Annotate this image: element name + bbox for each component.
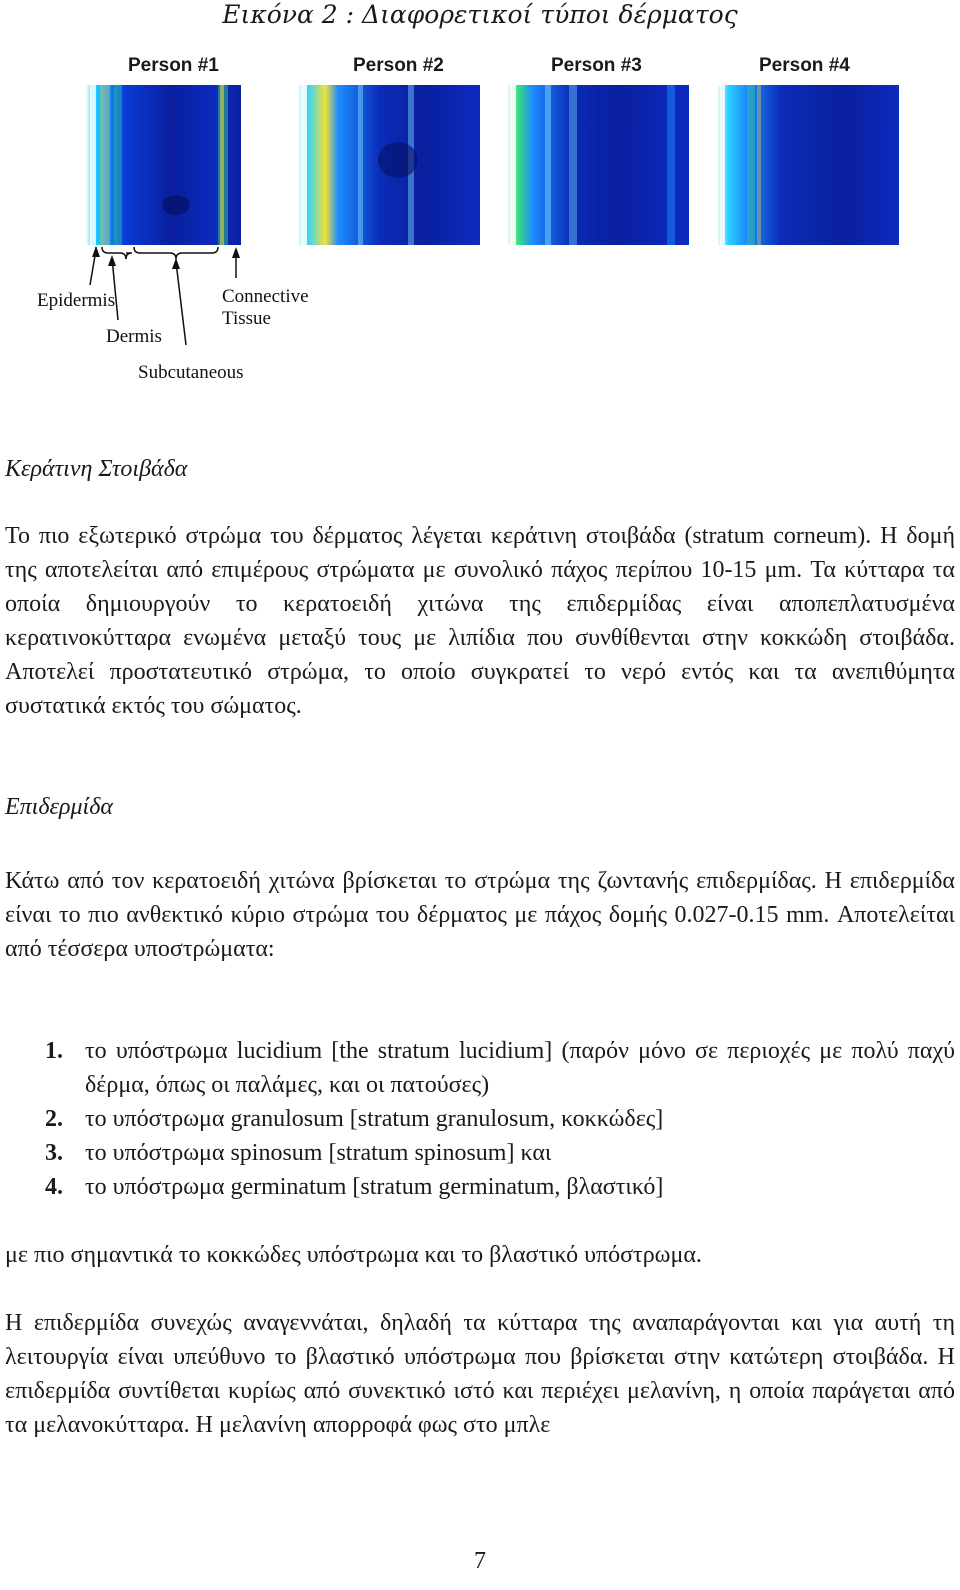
list-item — [45, 1136, 955, 1170]
paragraph-epidermis: Κάτω από τον κερατοειδή χιτώνα βρίσκεται το στρώμα της ζωντανής επιδερμίδας. Η επιδερμίδα είναι το πιο ανθεκτικό κύριο στρώμα του δέρματος με πάχος δομής 0.027-0.15 mm. Αποτελείται από τέσσερα υποστρώματα: — [5, 868, 955, 962]
list-number: 4. — [45, 1174, 63, 1200]
list-item — [45, 1170, 955, 1204]
paragraph-regeneration: Η επιδερμίδα συνεχώς αναγεννάται, δηλαδή τα κύτταρα της αναπαράγονται και για αυτή τη λειτουργία είναι υπεύθυνο το βλαστικό υπόστρωμα που βρίσκεται στην κατώτερη στοιβάδα. Η επιδερμίδα συντίθεται κυρίως από συνεκτικό ιστό και περιέχει μελανίνη, η οποία παράγεται από τα μελανοκύτταρα. Η μελανίνη απορροφά φως στο μπλε — [5, 1310, 955, 1438]
connective-tissue-label — [222, 286, 309, 330]
paragraph-important-layers: με πιο σημαντικά το κοκκώδες υπόστρωμα και το βλαστικό υπόστρωμα. — [5, 1242, 702, 1268]
page-number: 7 — [474, 1548, 486, 1574]
sublayers-list — [45, 1034, 955, 1204]
person-4-label: Person #4 — [759, 55, 850, 76]
list-number: 2. — [45, 1106, 63, 1132]
dermis-label: Dermis — [106, 326, 162, 347]
list-item-text: το υπόστρωμα spinosum [stratum spinosum] και — [85, 1140, 552, 1166]
epidermis-label: Epidermis — [37, 290, 116, 311]
connective-label-line1: Connective — [222, 286, 309, 307]
list-item-text: το υπόστρωμα granulosum [stratum granulosum, κοκκώδες] — [85, 1106, 664, 1132]
list-item-text: το υπόστρωμα germinatum [stratum germinatum, βλαστικό] — [85, 1174, 664, 1200]
person-2-label: Person #2 — [353, 55, 444, 76]
list-item — [45, 1102, 955, 1136]
list-number: 3. — [45, 1140, 63, 1166]
list-item — [45, 1034, 955, 1102]
skin-types-figure — [0, 40, 960, 400]
heading-epidermis: Επιδερμίδα — [5, 794, 113, 820]
list-item-text: το υπόστρωμα lucidium [the stratum lucidium] (παρόν μόνο σε περιοχές με πολύ παχύ δέρμα, όπως οι παλάμες, και οι πατούσες) — [85, 1038, 955, 1098]
person-3-label: Person #3 — [551, 55, 642, 76]
figure-caption: Εικόνα 2 : Διαφορετικοί τύποι δέρματος — [222, 0, 738, 29]
person-1-label: Person #1 — [128, 55, 219, 76]
connective-label-line2: Tissue — [222, 308, 271, 329]
heading-stratum-corneum: Κεράτινη Στοιβάδα — [5, 456, 188, 482]
list-number: 1. — [45, 1038, 63, 1064]
subcutaneous-label: Subcutaneous — [138, 362, 244, 383]
paragraph-stratum-corneum: Το πιο εξωτερικό στρώμα του δέρματος λέγεται κεράτινη στοιβάδα (stratum corneum). Η δομή της αποτελείται από επιμέρους στρώματα με συνολικό πάχος περίπου 10-15 μm. Τα κύτταρα τα οποία δημιουργούν το κερατοειδή χιτώνα της επιδερμίδας είναι αποπεπλατυσμένα κερατινοκύτταρα ενωμένα μεταξύ τους με λιπίδια που συνθίθενται στην κοκκώδη στοιβάδα. Αποτελεί προστατευτικό στρώμα, το οποίο συγκρατεί το νερό εντός και τα ανεπιθύμητα συστατικά εκτός του σώματος. — [5, 523, 955, 719]
